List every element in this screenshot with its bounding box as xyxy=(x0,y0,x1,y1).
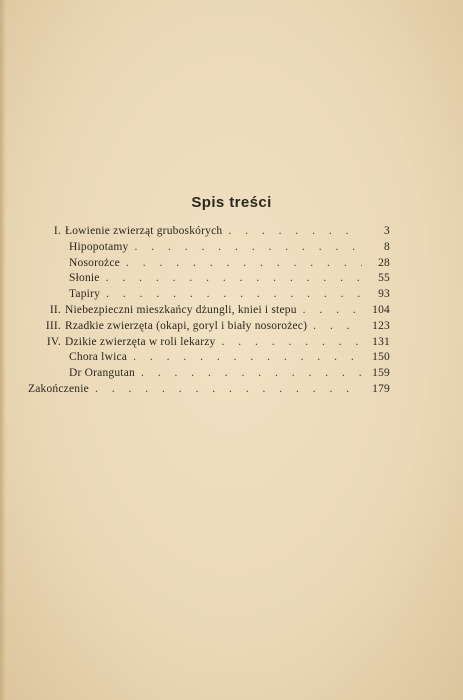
entry-title: Rzadkie zwierzęta (okapi, goryl i biały nosorożec) xyxy=(65,319,308,332)
toc-entry xyxy=(28,241,390,257)
chapter-number: III. xyxy=(45,319,61,332)
page-number: 55 xyxy=(378,272,390,285)
dot-leader xyxy=(106,288,362,300)
page-number: 131 xyxy=(372,335,390,348)
toc-entry xyxy=(28,320,390,336)
toc-entry xyxy=(28,257,390,273)
dot-leader xyxy=(133,351,362,363)
entry-title: Nosorożce xyxy=(69,256,120,269)
dot-leader xyxy=(141,367,362,379)
toc-entry xyxy=(28,367,390,383)
entry-title: Łowienie zwierząt gruboskórych xyxy=(65,225,223,237)
dot-leader xyxy=(95,383,362,395)
page-number: 179 xyxy=(372,382,390,395)
page-number: 150 xyxy=(372,351,390,364)
page-number: 159 xyxy=(372,367,390,380)
entry-title: Niebezpieczni mieszkańcy dżungli, kniei i stepu xyxy=(65,303,297,316)
toc-entry xyxy=(28,304,390,320)
entry-title: Dzikie zwierzęta w roli lekarzy xyxy=(65,335,216,348)
toc-entry xyxy=(28,225,390,241)
dot-leader xyxy=(303,304,362,316)
table-of-contents xyxy=(28,225,390,399)
entry-title: Chora lwica xyxy=(69,351,128,364)
dot-leader xyxy=(222,336,362,348)
entry-title: Tapiry xyxy=(69,288,101,301)
dot-leader xyxy=(228,225,362,237)
page-number: 104 xyxy=(372,303,390,316)
chapter-number: IV. xyxy=(46,335,61,348)
dot-leader xyxy=(126,257,362,269)
page-number: 123 xyxy=(372,319,390,332)
chapter-number: I. xyxy=(53,225,61,237)
page-number: 3 xyxy=(384,225,390,237)
toc-entry xyxy=(28,288,390,304)
toc-entry xyxy=(28,272,390,288)
entry-title: Hipopotamy xyxy=(69,240,129,253)
dot-leader xyxy=(135,241,363,253)
page-number: 28 xyxy=(378,256,390,269)
toc-entry xyxy=(28,383,390,399)
chapter-number: II. xyxy=(49,303,61,316)
dot-leader xyxy=(313,320,362,332)
entry-title: Słonie xyxy=(69,272,100,285)
entry-title: Dr Orangutan xyxy=(69,367,135,380)
page-title: Spis treści xyxy=(191,194,272,211)
page-number: 8 xyxy=(384,240,390,253)
dot-leader xyxy=(106,272,362,284)
toc-entry xyxy=(28,336,390,352)
entry-title: Zakończenie xyxy=(28,382,89,395)
toc-entry xyxy=(28,351,390,367)
page-number: 93 xyxy=(378,288,390,301)
